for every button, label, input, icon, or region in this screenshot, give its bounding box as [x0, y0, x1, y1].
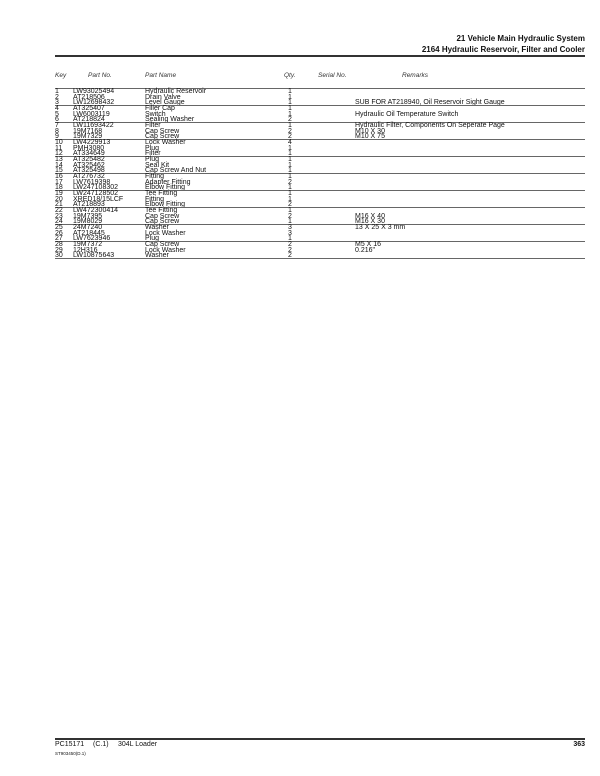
cell-part-name: Washer — [145, 224, 169, 231]
footer-rev: (C.1) — [93, 741, 109, 748]
footer-doc: PC15171 — [55, 741, 85, 748]
cell-part-no: LW7619398 — [73, 178, 111, 186]
cell-part-name: Drain Valve — [145, 93, 181, 101]
cell-qty: 2 — [288, 133, 292, 140]
cell-part-name: Elbow Fitting — [145, 201, 186, 208]
row-group — [55, 105, 585, 123]
cell-part-no: LW93025494 — [73, 88, 115, 95]
cell-qty: 1 — [288, 156, 292, 163]
cell-part-name: Filter — [145, 122, 161, 129]
cell-part-no: AT334649 — [73, 150, 105, 157]
cell-qty: 1 — [288, 144, 292, 152]
cell-key: 16 — [55, 173, 63, 180]
cell-key: 17 — [55, 178, 63, 186]
cell-key: 14 — [55, 161, 63, 169]
cell-remarks: SUB FOR AT218940, Oil Reservoir Sight Gauge — [355, 99, 505, 106]
cell-key: 21 — [55, 201, 63, 208]
cell-qty: 1 — [288, 207, 292, 214]
cell-key: 29 — [55, 246, 63, 254]
row-group — [55, 122, 585, 140]
cell-part-name: Tee Fitting — [145, 190, 178, 197]
cell-qty: 3 — [288, 229, 292, 237]
cell-part-no: LW472300414 — [73, 207, 119, 214]
cell-key: 28 — [55, 241, 63, 248]
cell-qty: 2 — [288, 212, 292, 220]
cell-remarks: 0.216" — [355, 246, 376, 254]
cell-part-name: Elbow Fitting — [145, 184, 186, 191]
cell-key: 24 — [55, 218, 63, 225]
row-group — [55, 224, 585, 242]
cell-part-no: LW4229913 — [73, 139, 111, 146]
cell-part-name: Lock Washer — [145, 246, 186, 254]
cell-remarks: M10 X 30 — [355, 127, 385, 135]
cell-part-no: AT218445 — [73, 229, 105, 237]
cell-key: 27 — [55, 235, 63, 242]
row-group — [55, 173, 585, 191]
cell-key: 13 — [55, 156, 63, 163]
cell-qty: 1 — [288, 235, 292, 242]
cell-part-no: LW7623946 — [73, 235, 111, 242]
col-remarks: Remarks — [402, 72, 429, 79]
section-title: 21 Vehicle Main Hydraulic System — [456, 34, 585, 43]
cell-qty: 1 — [288, 161, 292, 169]
cell-qty: 1 — [288, 105, 292, 112]
cell-part-name: Level Gauge — [145, 99, 185, 106]
cell-part-no: LW11693422 — [73, 122, 114, 129]
cell-key: 5 — [55, 110, 59, 118]
row-group — [55, 139, 585, 157]
cell-qty: 1 — [288, 88, 292, 95]
cell-part-name: Hydraulic Reservoir — [145, 88, 207, 95]
cell-part-name: Plug — [145, 235, 160, 242]
cell-part-no: LW247128502 — [73, 190, 119, 197]
cell-key: 26 — [55, 229, 63, 237]
cell-key: 12 — [55, 150, 63, 157]
cell-part-name: Cap Screw — [145, 241, 180, 248]
cell-remarks: Hydraulic Filter, Components On Seperate Page — [355, 122, 505, 129]
col-key: Key — [55, 72, 67, 79]
cell-key: 19 — [55, 190, 63, 197]
cell-remarks: M5 X 16 — [355, 241, 382, 248]
col-qty: Qty. — [284, 72, 296, 79]
cell-key: 6 — [55, 116, 59, 123]
row-group — [55, 207, 585, 225]
cell-part-no: AT325482 — [73, 156, 105, 163]
cell-part-name: Switch — [145, 110, 166, 118]
cell-qty: 2 — [288, 252, 292, 259]
cell-part-name: Seal Kit — [145, 161, 170, 169]
cell-remarks: M16 X 40 — [355, 212, 385, 220]
subsection-title: 2164 Hydraulic Reservoir, Filter and Cooler — [421, 45, 585, 54]
cell-qty: 1 — [288, 173, 292, 180]
cell-key: 10 — [55, 139, 63, 146]
cell-key: 22 — [55, 207, 63, 214]
cell-part-name: Filler Cap — [145, 105, 175, 112]
cell-part-no: AT218506 — [73, 93, 105, 101]
cell-part-no: AT325407 — [73, 105, 105, 112]
cell-part-no: AT218893 — [73, 201, 105, 208]
cell-part-no: PMH3080 — [73, 144, 105, 152]
cell-part-no: 19M7372 — [73, 241, 103, 248]
cell-part-no: AT218824 — [73, 116, 105, 123]
cell-key: 15 — [55, 167, 63, 174]
cell-part-name: Cap Screw — [145, 133, 180, 140]
cell-qty: 2 — [288, 127, 292, 135]
cell-qty: 1 — [288, 195, 292, 203]
page-number: 363 — [573, 741, 585, 748]
cell-key: 2 — [55, 93, 59, 101]
footer-rule — [55, 738, 585, 740]
cell-key: 30 — [55, 252, 63, 259]
cell-part-name: Tee Fitting — [145, 207, 178, 214]
footer-model: 304L Loader — [118, 741, 158, 748]
cell-key: 7 — [55, 122, 59, 129]
cell-qty: 2 — [288, 241, 292, 248]
cell-qty: 1 — [288, 150, 292, 157]
row-group — [55, 88, 585, 106]
cell-key: 11 — [55, 144, 63, 152]
cell-key: 25 — [55, 224, 63, 231]
cell-part-name: Lock Washer — [145, 229, 186, 237]
col-part-no: Part No. — [88, 72, 112, 79]
cell-part-name: Washer — [145, 252, 169, 259]
cell-part-no: LW6003119 — [73, 110, 110, 118]
cell-part-no: 12H316 — [73, 246, 98, 254]
cell-qty: 1 — [288, 167, 292, 174]
cell-part-no: XRED18/15LCF — [73, 195, 124, 203]
cell-part-name: Plug — [145, 144, 160, 152]
cell-remarks: 13 X 25 X 3 mm — [355, 224, 406, 231]
cell-part-no: AT276732 — [73, 173, 105, 180]
cell-key: 18 — [55, 184, 63, 191]
row-group — [55, 190, 585, 208]
col-part-name: Part Name — [145, 72, 177, 79]
cell-key: 1 — [55, 88, 59, 95]
cell-part-name: Adapter Fitting — [145, 178, 191, 186]
row-group — [55, 241, 585, 259]
cell-remarks: M16 X 30 — [355, 218, 385, 225]
cell-part-name: Plug — [145, 156, 160, 163]
cell-qty: 1 — [288, 184, 292, 191]
cell-part-no: LW12698432 — [73, 99, 115, 106]
cell-part-no: 24M7240 — [73, 224, 103, 231]
cell-part-no: AT325462 — [73, 161, 105, 169]
cell-part-no: AT325498 — [73, 167, 105, 174]
cell-qty: 4 — [288, 139, 292, 146]
cell-key: 23 — [55, 212, 63, 220]
cell-part-name: Cap Screw And Nut — [145, 167, 207, 174]
cell-qty: 2 — [288, 201, 292, 208]
cell-part-name: Fitting — [145, 173, 165, 180]
header-rule — [55, 55, 585, 57]
cell-qty: 1 — [288, 93, 292, 101]
cell-part-no: 19M7329 — [73, 133, 103, 140]
cell-qty: 1 — [288, 99, 292, 106]
cell-part-no: 19M7168 — [73, 127, 103, 135]
cell-qty: 2 — [288, 116, 292, 123]
cell-qty: 3 — [288, 224, 292, 231]
cell-qty: 1 — [288, 122, 292, 129]
cell-remarks: Hydraulic Oil Temperature Switch — [355, 110, 459, 118]
cell-qty: 1 — [288, 190, 292, 197]
cell-part-name: Lock Washer — [145, 139, 186, 146]
cell-qty: 2 — [288, 246, 292, 254]
cell-key: 20 — [55, 195, 63, 203]
cell-part-no: LW10875643 — [73, 252, 115, 259]
cell-part-name: Cap Screw — [145, 218, 180, 225]
cell-remarks: M10 X 75 — [355, 133, 385, 140]
cell-part-name: Filter — [145, 150, 161, 157]
cell-part-name: Cap Screw — [145, 127, 180, 135]
cell-part-name: Fitting — [145, 195, 165, 203]
cell-qty: 2 — [288, 178, 292, 186]
cell-key: 8 — [55, 127, 59, 135]
cell-key: 3 — [55, 99, 59, 106]
table-bottom-rule — [55, 258, 585, 259]
footer-code: ST903450(D.1) — [55, 751, 86, 756]
row-group — [55, 156, 585, 174]
cell-part-name: Cap Screw — [145, 212, 180, 220]
cell-part-no: 19M8029 — [73, 218, 103, 225]
cell-part-no: LW247108302 — [73, 184, 119, 191]
cell-qty: 1 — [288, 110, 292, 118]
col-serial-no: Serial No. — [318, 72, 347, 79]
cell-qty: 1 — [288, 218, 292, 225]
cell-part-no: 19M7395 — [73, 212, 103, 220]
cell-key: 4 — [55, 105, 59, 112]
cell-part-name: Sealing Washer — [145, 116, 195, 123]
cell-key: 9 — [55, 133, 59, 140]
